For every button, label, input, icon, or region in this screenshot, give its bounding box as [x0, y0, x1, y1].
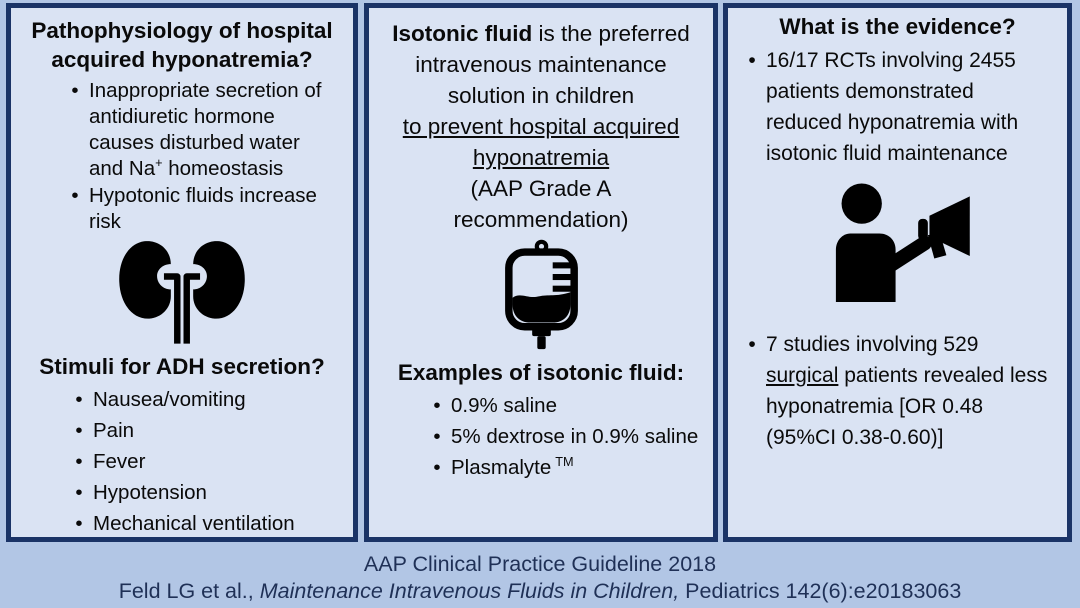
panel-evidence: [723, 3, 1072, 542]
footer-reference-line: Feld LG et al., Maintenance Intravenous Fluids in Children, Pediatrics 142(6):e20183063: [118, 579, 962, 603]
list-item-text: 5% dextrose in 0.9% saline: [451, 425, 699, 448]
list-item-text: Hypotonic fluids increase risk: [89, 184, 317, 233]
panel-isotonic-recommendation: [364, 3, 718, 542]
list-item: [61, 78, 335, 182]
evidence-heading: What is the evidence?: [779, 14, 1016, 39]
list-item: [423, 453, 701, 482]
statement-line: intravenous maintenance: [415, 52, 667, 77]
bullet-icon: [65, 509, 93, 538]
adh-text: Inappropriate secretion of antidiuretic hormone causes disturbed water and Na: [89, 79, 322, 180]
list-item-text: Nausea/vomiting: [93, 388, 246, 411]
list-item: [423, 422, 701, 451]
bullet-icon: [61, 78, 89, 182]
list-item-text: Pain: [93, 419, 135, 442]
statement-line-underlined: to prevent hospital acquired: [402, 114, 680, 139]
reference-title-italic: Maintenance Intravenous Fluids in Children,: [259, 579, 680, 603]
list-item: [65, 509, 341, 538]
pathophysiology-heading: Pathophysiology of hospital acquired hyponatremia?: [31, 18, 333, 72]
list-item-text: 16/17 RCTs involving 2455 patients demonstrated reduced hyponatremia with isotonic fluid maintenance: [766, 49, 1019, 165]
list-item: [65, 385, 341, 414]
list-item: [738, 329, 1053, 453]
list-item-text: Mechanical ventilation: [93, 512, 295, 535]
statement-line: solution in children: [447, 83, 635, 108]
list-item: [65, 447, 341, 476]
examples-list: [375, 391, 707, 482]
list-item: [738, 45, 1053, 169]
kidneys-icon: [17, 237, 347, 352]
bullet-icon: [65, 416, 93, 445]
isotonic-statement: [375, 18, 707, 235]
bullet-icon: [423, 422, 451, 451]
list-item-text: Fever: [93, 450, 146, 473]
list-item-text: [89, 78, 335, 182]
list-item-text: Hypotension: [93, 481, 207, 504]
list-item-text: 7 studies involving 529 surgical patients revealed less hyponatremia [OR 0.48 (95%CI 0.38-0.60)]: [766, 333, 1048, 449]
footer-guideline-line: AAP Clinical Practice Guideline 2018: [363, 552, 717, 576]
plasmalyte-text: Plasmalyte: [451, 456, 552, 479]
surgical-underlined: surgical: [766, 364, 839, 387]
list-item-text: 0.9% saline: [451, 394, 557, 417]
iv-bag-icon: [375, 239, 707, 356]
bullet-icon: [738, 329, 766, 453]
list-item: [65, 478, 341, 507]
list-item: [423, 391, 701, 420]
stimuli-list: [17, 385, 347, 538]
trademark-superscript: TM: [555, 454, 574, 470]
statement-line: Isotonic fluid is the preferred: [392, 21, 690, 46]
bullet-icon: [423, 391, 451, 420]
bullet-icon: [65, 447, 93, 476]
evidence-list-2: [734, 329, 1061, 453]
bullet-icon: [65, 478, 93, 507]
person-with-megaphone-icon: [734, 177, 1061, 307]
list-item: [61, 183, 335, 235]
stimuli-heading: Stimuli for ADH secretion?: [39, 354, 325, 379]
statement-line-underlined: hyponatremia: [472, 145, 610, 170]
panel-pathophysiology: [6, 3, 358, 542]
isotonic-fluid-bold: Isotonic fluid: [392, 21, 533, 46]
homeostasis-text: homeostasis: [162, 157, 284, 180]
bullet-icon: [61, 183, 89, 235]
citation-footer: [0, 551, 1080, 605]
statement-line: recommendation): [453, 207, 629, 232]
evidence-list: [734, 45, 1061, 169]
pathophysiology-list: [17, 78, 347, 235]
bullet-icon: [423, 453, 451, 482]
list-item-text: [451, 453, 701, 482]
examples-heading: Examples of isotonic fluid:: [397, 360, 685, 385]
bullet-icon: [738, 45, 766, 169]
list-item: [65, 416, 341, 445]
statement-line: (AAP Grade A: [470, 176, 612, 201]
bullet-icon: [65, 385, 93, 414]
sodium-superscript: +: [155, 155, 163, 171]
